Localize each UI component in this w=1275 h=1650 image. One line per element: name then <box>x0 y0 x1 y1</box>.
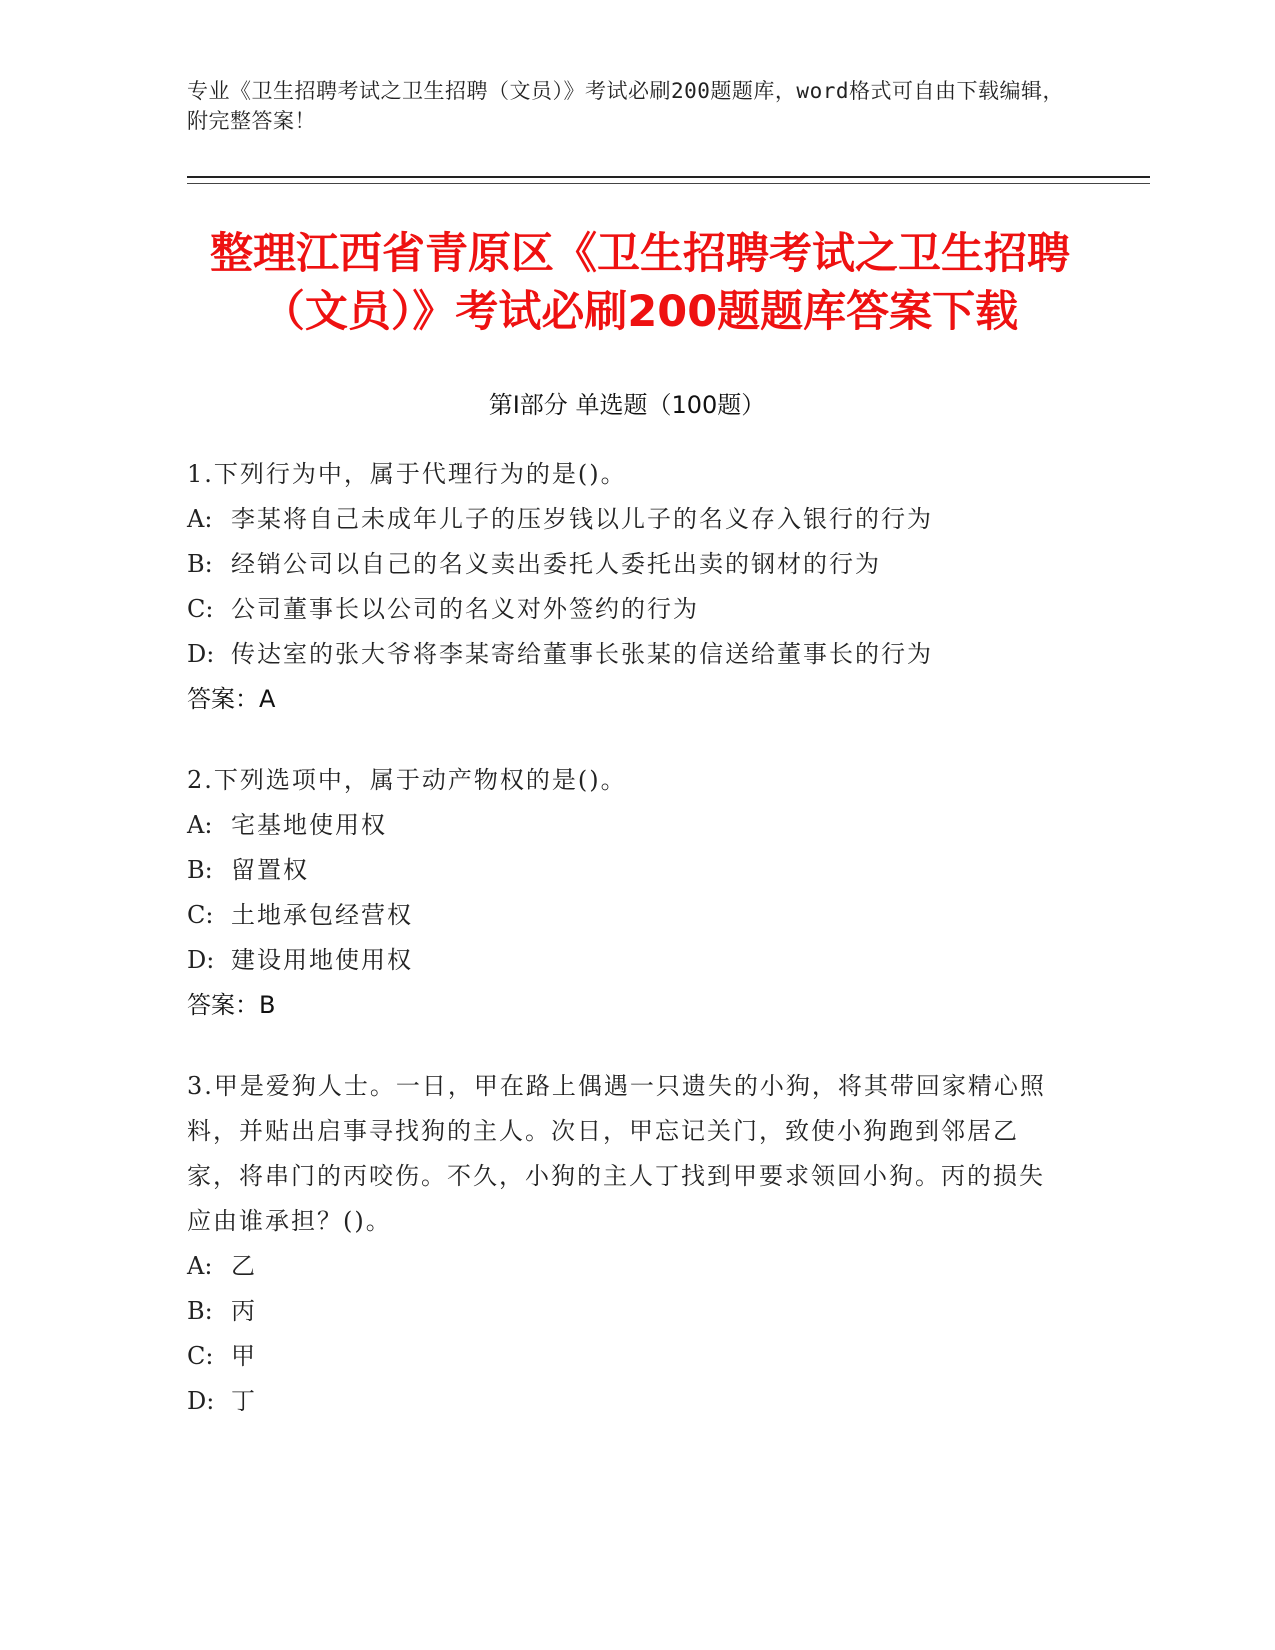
option-text: 经销公司以自己的名义卖出委托人委托出卖的钢材的行为 <box>231 550 881 578</box>
question-3 <box>187 1064 1067 1424</box>
header-divider-thick <box>187 176 1150 178</box>
document-title: 整理江西省青原区《卫生招聘考试之卫生招聘（文员）》考试必刷200题题库答案下载 <box>210 229 1070 337</box>
option-b <box>187 1289 1067 1334</box>
option-key: C: <box>187 901 214 929</box>
option-text: 李某将自己未成年儿子的压岁钱以儿子的名义存入银行的行为 <box>231 505 933 533</box>
question-stem: 3.甲是爱狗人士。一日，甲在路上偶遇一只遗失的小狗，将其带回家精心照料，并贴出启事寻找狗的主人。次日，甲忘记关门，致使小狗跑到邻居乙家，将串门的丙咬伤。不久，小狗的主人丁找到甲要求领回小狗。丙的损失应由谁承担？()。 <box>187 1072 1046 1235</box>
option-text: 宅基地使用权 <box>231 811 387 839</box>
option-text: 乙 <box>231 1252 257 1280</box>
answer-line: 答案：B <box>187 991 276 1019</box>
option-key: D: <box>187 1387 215 1415</box>
option-a <box>187 1244 1067 1289</box>
option-key: D: <box>187 640 215 668</box>
option-key: A: <box>187 811 213 839</box>
option-b <box>187 542 1067 587</box>
option-text: 传达室的张大爷将李某寄给董事长张某的信送给董事长的行为 <box>231 640 933 668</box>
option-text: 土地承包经营权 <box>231 901 413 929</box>
option-d <box>187 1379 1067 1424</box>
option-text: 甲 <box>231 1342 257 1370</box>
option-key: C: <box>187 595 214 623</box>
question-stem: 1.下列行为中，属于代理行为的是()。 <box>187 460 627 488</box>
header-divider-thin <box>187 183 1150 184</box>
section-heading: 第Ⅰ部分 单选题（100题） <box>488 391 766 419</box>
option-text: 丙 <box>231 1297 257 1325</box>
option-key: C: <box>187 1342 214 1370</box>
option-c <box>187 587 1067 632</box>
answer-line: 答案：A <box>187 685 276 713</box>
option-key: B: <box>187 856 213 884</box>
header-note: 专业《卫生招聘考试之卫生招聘（文员）》考试必刷200题题库，word格式可自由下载编辑，附完整答案！ <box>187 79 1064 133</box>
option-b <box>187 848 1067 893</box>
question-stem: 2.下列选项中，属于动产物权的是()。 <box>187 766 627 794</box>
option-text: 丁 <box>231 1387 257 1415</box>
option-c <box>187 1334 1067 1379</box>
option-text: 建设用地使用权 <box>231 946 413 974</box>
option-key: B: <box>187 550 213 578</box>
option-d <box>187 938 1067 983</box>
option-text: 公司董事长以公司的名义对外签约的行为 <box>231 595 699 623</box>
option-text: 留置权 <box>231 856 309 884</box>
option-key: D: <box>187 946 215 974</box>
option-d <box>187 632 1067 677</box>
question-2 <box>187 758 1067 1028</box>
option-key: A: <box>187 505 213 533</box>
option-a <box>187 803 1067 848</box>
option-key: B: <box>187 1297 213 1325</box>
option-a <box>187 497 1067 542</box>
question-1 <box>187 452 1067 722</box>
option-c <box>187 893 1067 938</box>
option-key: A: <box>187 1252 213 1280</box>
